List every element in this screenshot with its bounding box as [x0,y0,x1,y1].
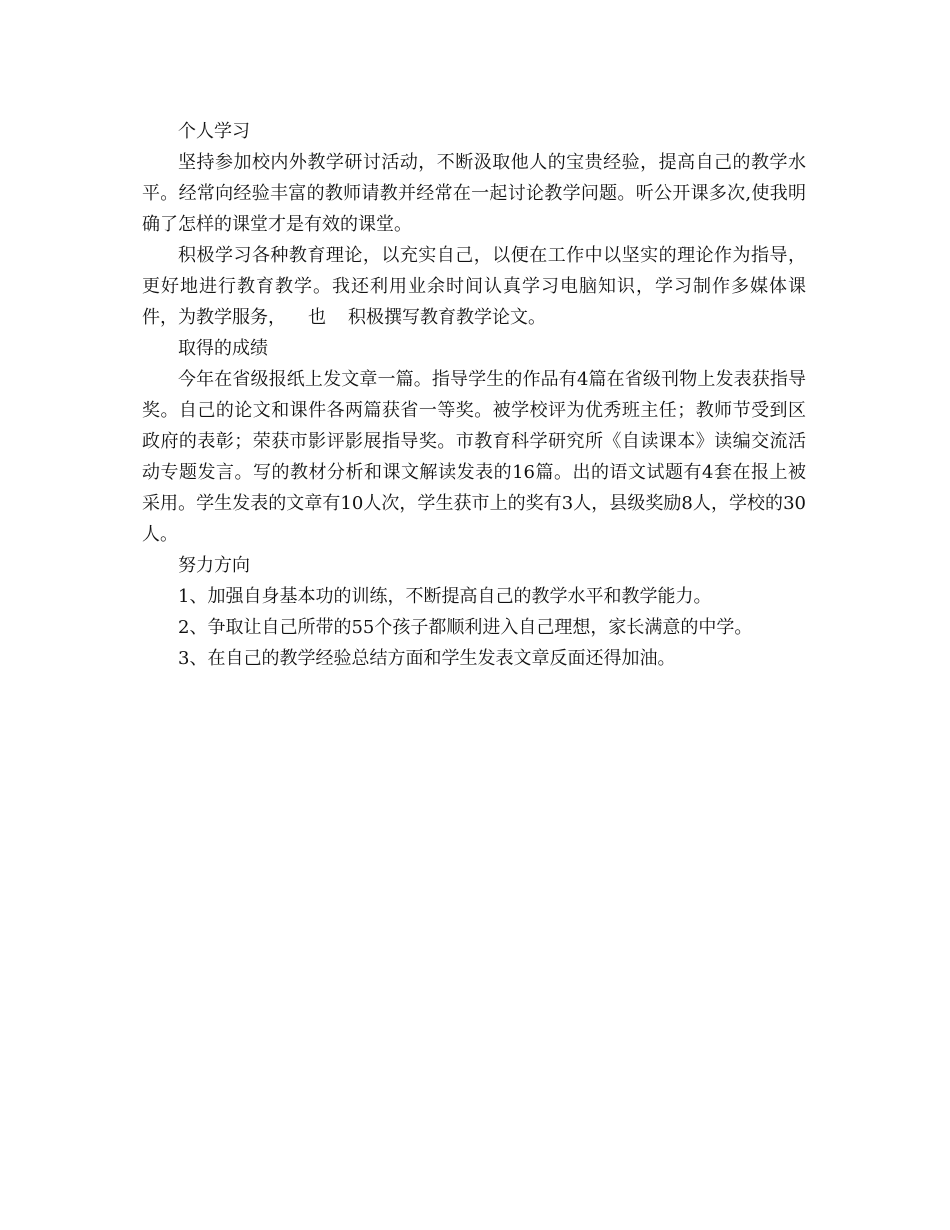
section-title-personal-study: 个人学习 [178,121,250,142]
paragraph-study-activities: 坚持参加校内外教学研讨活动，不断汲取他人的宝贵经验，提高自己的教学水平。经常向经验丰富的教师请教并经常在一起讨论教学问题。听公开课多次,使我明确了怎样的课堂才是有效的课堂。 [142,152,806,235]
section-title-goals: 努力方向 [178,555,250,576]
goals-list [142,581,806,674]
paragraph-education-theory-part-2: 也 [308,307,326,328]
document-body [142,116,806,674]
paragraph-education-theory [142,240,806,333]
paragraph-achievements: 今年在省级报纸上发文章一篇。指导学生的作品有4篇在省级刊物上发表获指导奖。自己的论文和课件各两篇获省一等奖。被学校评为优秀班主任；教师节受到区政府的表彰；荣获市影评影展指导奖。市教育科学研究所《自读课本》读编交流活动专题发言。写的教材分析和课文解读发表的16篇。出的语文试题有4套在报上被采用。学生发表的文章有10人次，学生获市上的奖有3人，县级奖励8人，学校的30人。 [142,369,806,545]
paragraph-education-theory-part-3: 积极撰写教育教学论文。 [348,307,546,328]
list-item: 3、在自己的教学经验总结方面和学生发表文章反面还得加油。 [178,648,676,669]
paragraph-education-theory-part-1: 积极学习各种教育理论，以充实自己，以便在工作中以坚实的理论作为指导，更好地进行教育教学。我还利用业余时间认真学习电脑知识，学习制作多媒体课件，为教学服务， [142,245,806,328]
section-title-achievements: 取得的成绩 [178,338,268,359]
list-item: 2、争取让自己所带的55个孩子都顺利进入自己理想，家长满意的中学。 [178,617,753,638]
list-item: 1、加强自身基本功的训练，不断提高自己的教学水平和教学能力。 [178,586,712,607]
